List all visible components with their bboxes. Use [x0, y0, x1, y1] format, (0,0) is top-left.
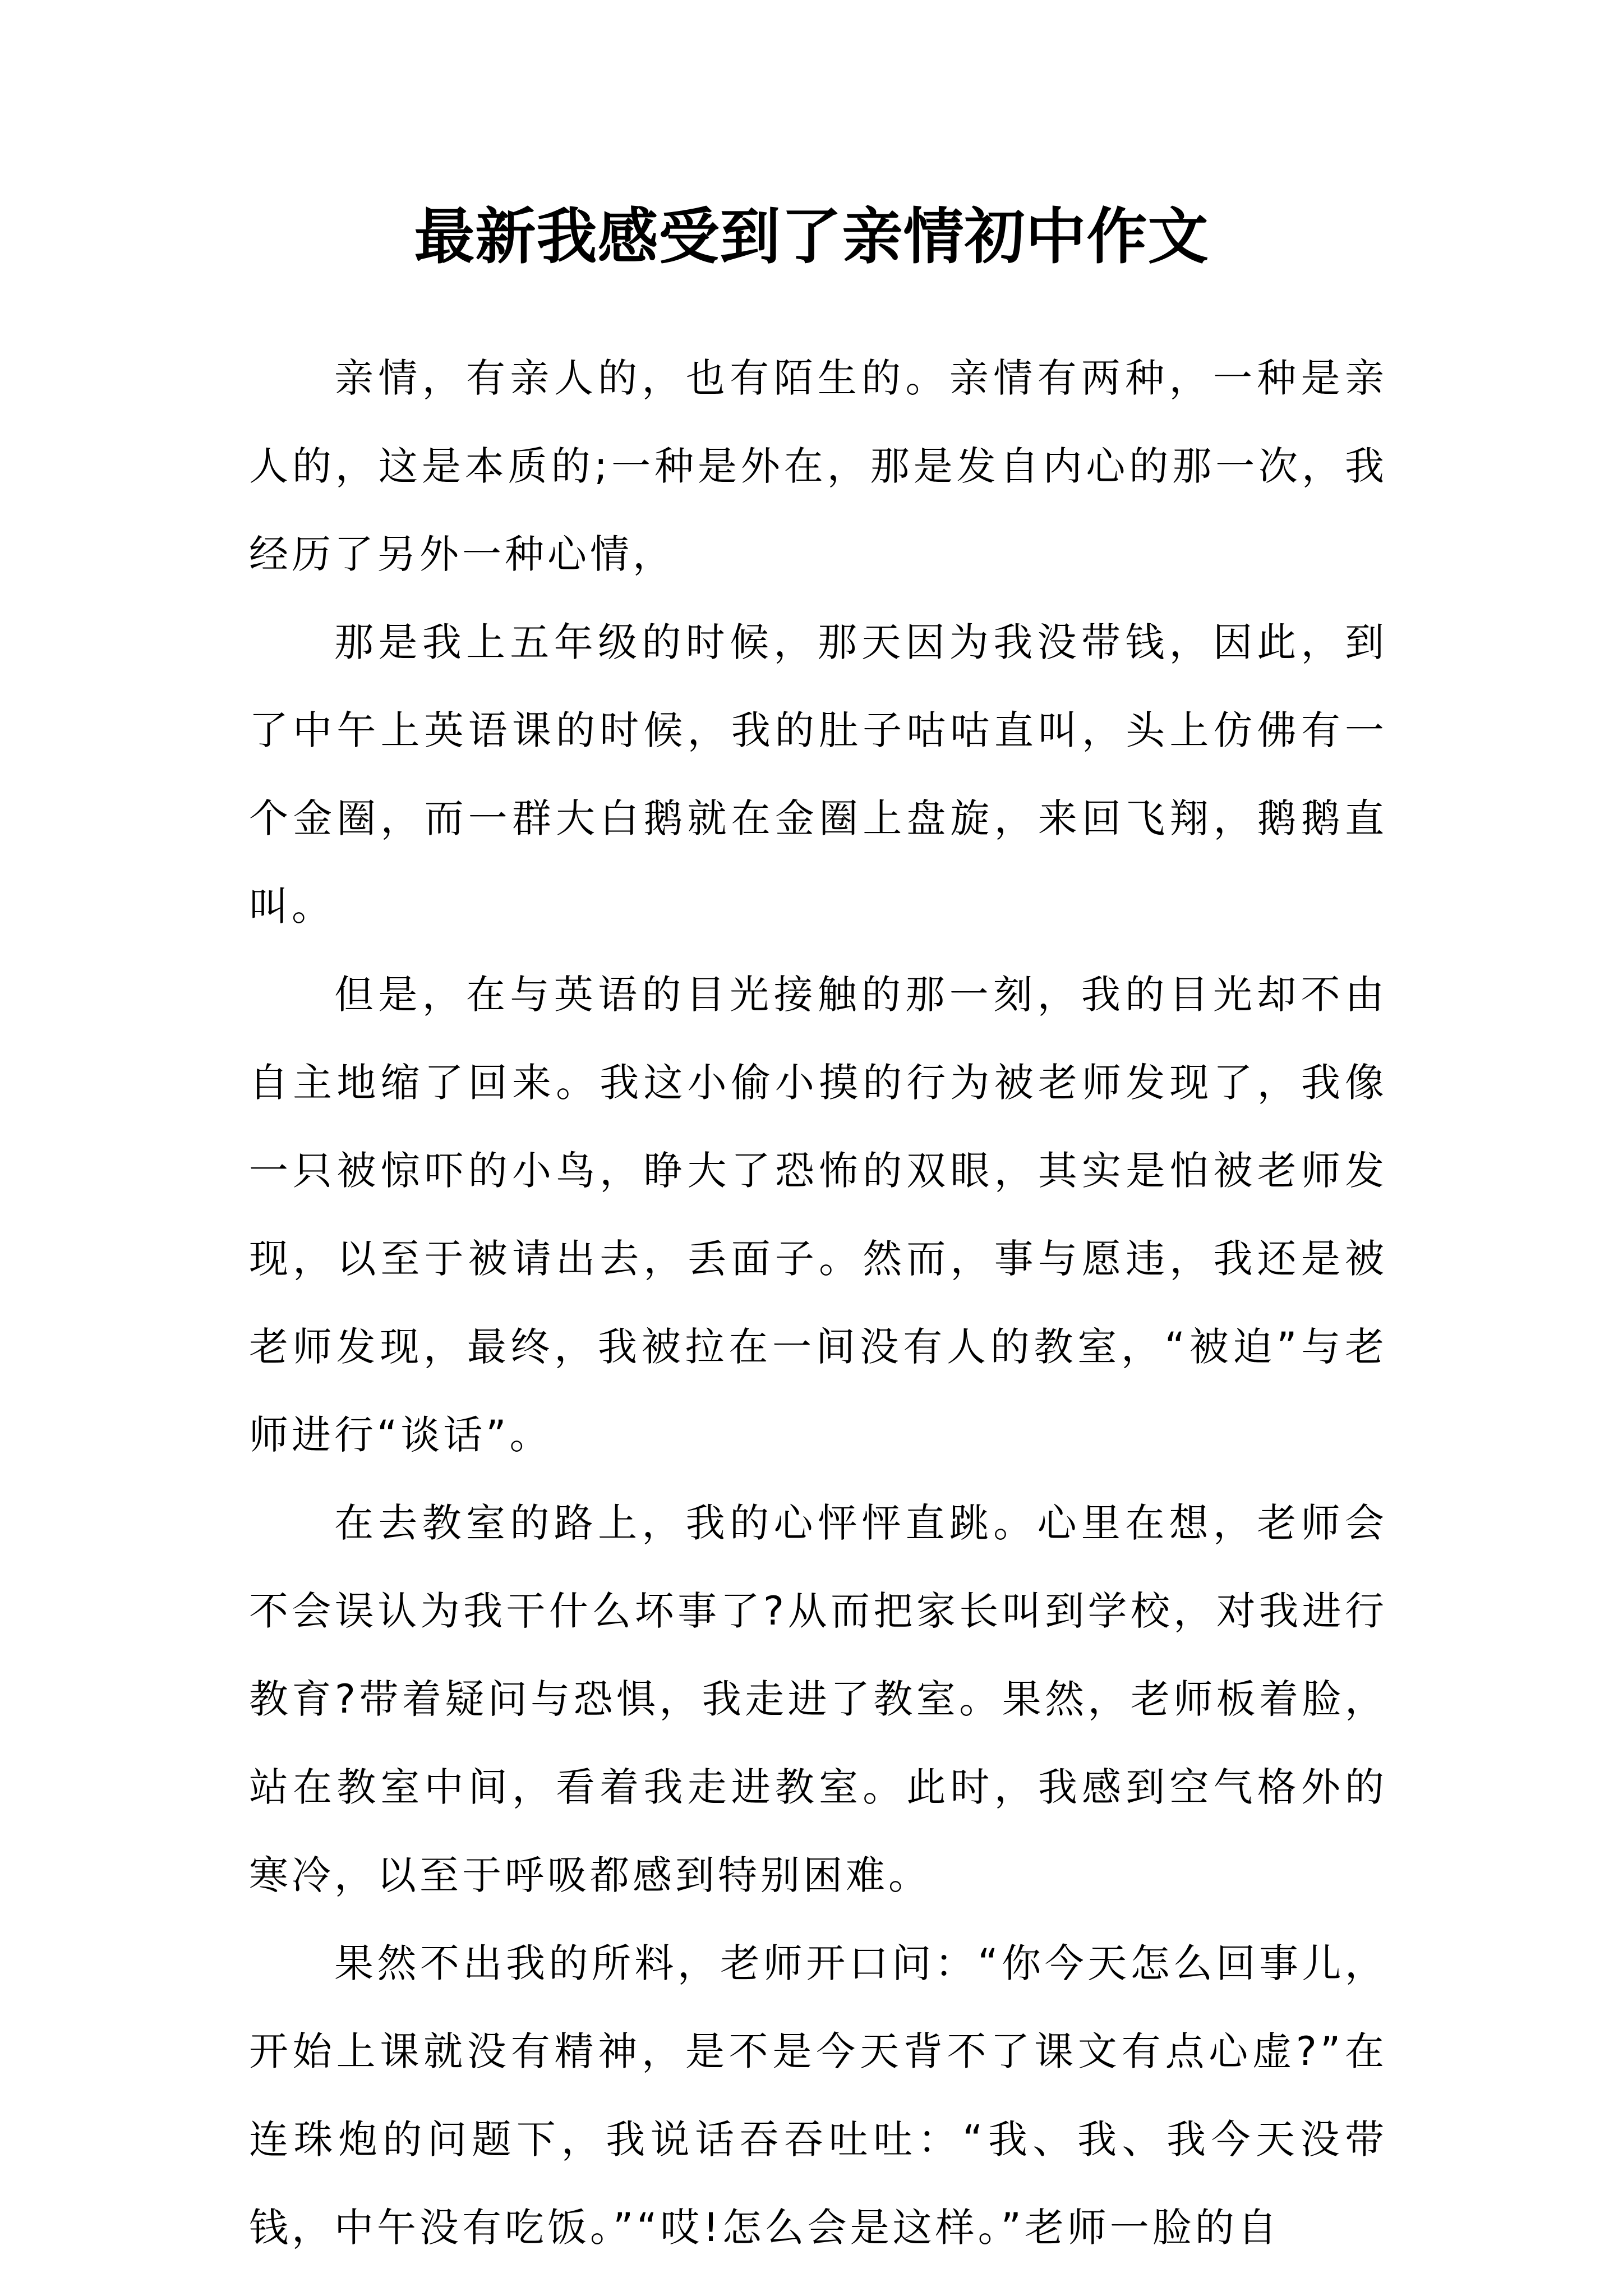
document-title: 最新我感受到了亲情初中作文	[414, 201, 1209, 272]
paragraph-5: 果然不出我的所料，老师开口问：“你今天怎么回事儿，开始上课就没有精神，是不是今天背不了课文有点心虚?”在连珠炮的问题下，我说话吞吞吐吐：“我、我、我今天没带钱，中午没有吃饭。”“哎!怎么会是这样。”老师一脸的自	[249, 1940, 1387, 2251]
paragraph-1: 亲情，有亲人的，也有陌生的。亲情有两种，一种是亲人的，这是本质的;一种是外在，那是发自内心的那一次，我经历了另外一种心情，	[249, 355, 1387, 577]
paragraph-3: 但是，在与英语的目光接触的那一刻，我的目光却不由自主地缩了回来。我这小偷小摸的行为被老师发现了，我像一只被惊吓的小鸟，睁大了恐怖的双眼，其实是怕被老师发现，以至于被请出去，丢面子。然而，事与愿违，我还是被老师发现，最终，我被拉在一间没有人的教室，“被迫”与老师进行“谈话”。	[249, 972, 1387, 1458]
document-body	[249, 334, 1387, 2272]
paragraph-4: 在去教室的路上，我的心怦怦直跳。心里在想，老师会不会误认为我干什么坏事了?从而把家长叫到学校，对我进行教育?带着疑问与恐惧，我走进了教室。果然，老师板着脸，站在教室中间，看着我走进教室。此时，我感到空气格外的寒冷，以至于呼吸都感到特别困难。	[249, 1500, 1387, 1898]
paragraph-2: 那是我上五年级的时候，那天因为我没带钱，因此，到了中午上英语课的时候，我的肚子咕咕直叫，头上仿佛有一个金圈，而一群大白鹅就在金圈上盘旋，来回飞翔，鹅鹅直叫。	[249, 619, 1387, 930]
